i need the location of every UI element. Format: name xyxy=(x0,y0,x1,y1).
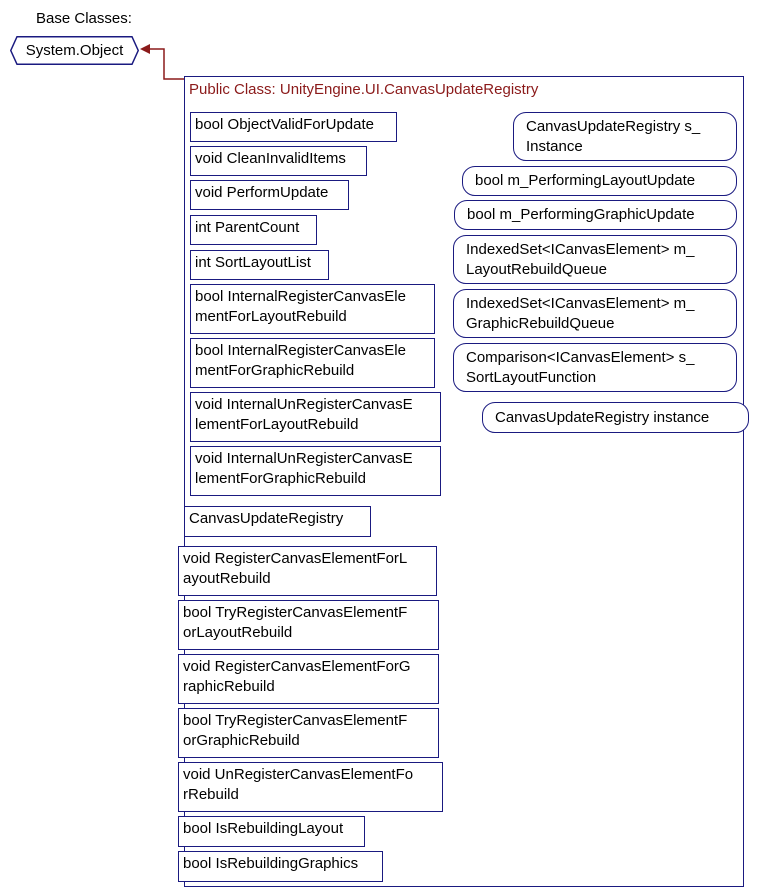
base-class-label: System.Object xyxy=(25,42,124,59)
method-sort-layout-list[interactable]: int SortLayoutList xyxy=(190,250,329,280)
method-unregister-for-rebuild[interactable]: void UnRegisterCanvasElementFo rRebuild xyxy=(178,762,443,812)
constructor[interactable]: CanvasUpdateRegistry xyxy=(184,506,371,537)
field-graphic-rebuild-queue[interactable]: IndexedSet<ICanvasElement> m_ GraphicRebuildQueue xyxy=(453,289,737,338)
method-try-register-graphic-rebuild[interactable]: bool TryRegisterCanvasElementF orGraphicRebuild xyxy=(178,708,439,758)
method-internal-unregister-graphic[interactable]: void InternalUnRegisterCanvasE lementForGraphicRebuild xyxy=(190,446,441,496)
method-register-graphic-rebuild[interactable]: void RegisterCanvasElementForG raphicRebuild xyxy=(178,654,439,704)
method-register-layout-rebuild[interactable]: void RegisterCanvasElementForL ayoutRebuild xyxy=(178,546,437,596)
method-parent-count[interactable]: int ParentCount xyxy=(190,215,317,245)
base-classes-label: Base Classes: xyxy=(36,10,132,27)
method-is-rebuilding-graphics[interactable]: bool IsRebuildingGraphics xyxy=(178,851,383,882)
property-instance[interactable]: CanvasUpdateRegistry instance xyxy=(482,402,749,433)
field-performing-layout-update[interactable]: bool m_PerformingLayoutUpdate xyxy=(462,166,737,196)
field-layout-rebuild-queue[interactable]: IndexedSet<ICanvasElement> m_ LayoutRebuildQueue xyxy=(453,235,737,284)
method-is-rebuilding-layout[interactable]: bool IsRebuildingLayout xyxy=(178,816,365,847)
field-s-instance[interactable]: CanvasUpdateRegistry s_ Instance xyxy=(513,112,737,161)
field-sort-layout-function[interactable]: Comparison<ICanvasElement> s_ SortLayoutFunction xyxy=(453,343,737,392)
field-performing-graphic-update[interactable]: bool m_PerformingGraphicUpdate xyxy=(454,200,737,230)
method-clean-invalid-items[interactable]: void CleanInvalidItems xyxy=(190,146,367,176)
method-internal-unregister-layout[interactable]: void InternalUnRegisterCanvasE lementForLayoutRebuild xyxy=(190,392,441,442)
class-title: Public Class: UnityEngine.UI.CanvasUpdateRegistry xyxy=(189,81,539,98)
method-perform-update[interactable]: void PerformUpdate xyxy=(190,180,349,210)
method-try-register-layout-rebuild[interactable]: bool TryRegisterCanvasElementF orLayoutRebuild xyxy=(178,600,439,650)
method-internal-register-graphic[interactable]: bool InternalRegisterCanvasEle mentForGraphicRebuild xyxy=(190,338,435,388)
method-object-valid-for-update[interactable]: bool ObjectValidForUpdate xyxy=(190,112,397,142)
method-internal-register-layout[interactable]: bool InternalRegisterCanvasEle mentForLayoutRebuild xyxy=(190,284,435,334)
